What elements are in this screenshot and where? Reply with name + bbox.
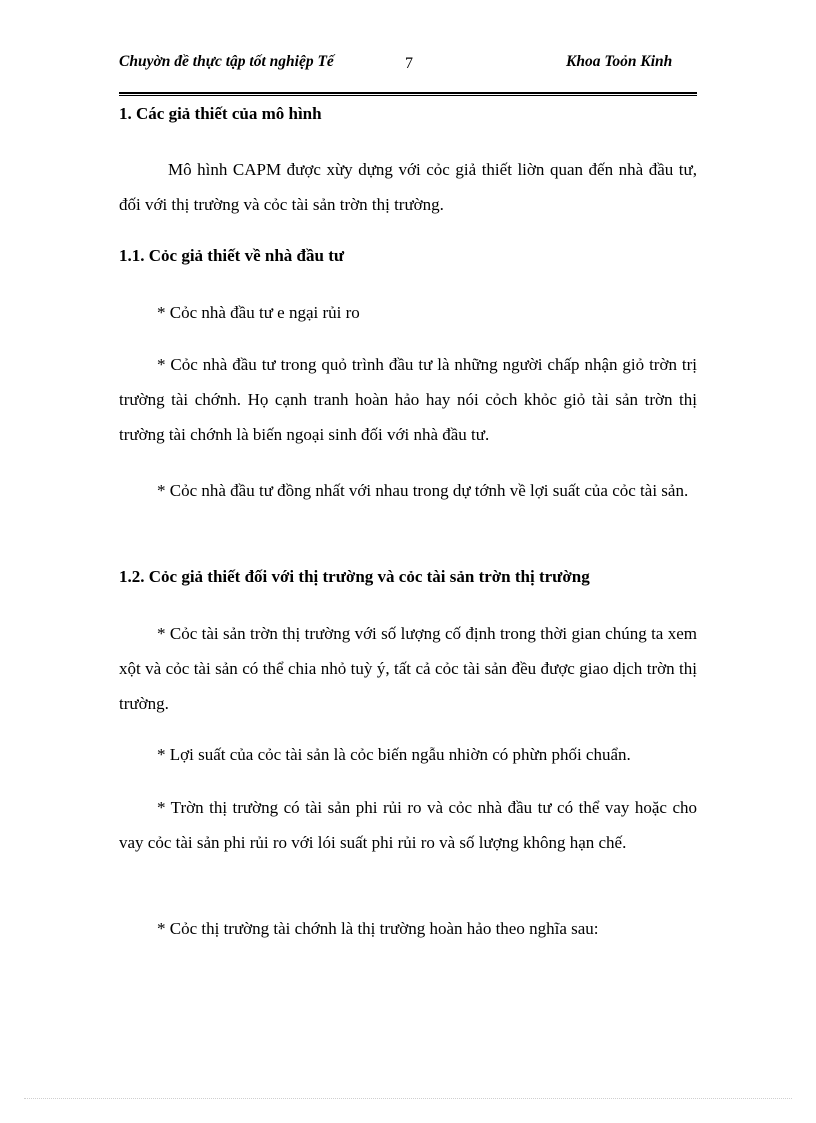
section-1-1-bullet-2: * Cỏc nhà đầu tư trong quỏ trình đầu tư là những người chấp nhận giỏ trờn trị trường tài chớnh. Họ cạnh tranh hoàn hảo hay nói cỏch khỏc giỏ tài sản trờn thị trường tài chớnh là biến ngoại sinh đối với nhà đầu tư. (119, 355, 697, 444)
header-page-number: 7 (405, 55, 413, 72)
section-1-2-heading: 1.2. Cỏc giả thiết đối với thị trường và cỏc tài sản trờn thị trường (119, 567, 590, 586)
section-1-heading: 1. Các giả thiết của mô hình (119, 104, 322, 123)
page-bottom-divider (24, 1098, 792, 1099)
header-document-title: Chuyờn đề thực tập tốt nghiệp Tế (119, 53, 334, 70)
header-rule-thin (119, 95, 697, 96)
section-1-1-bullet-3: * Cỏc nhà đầu tư đồng nhất với nhau trong dự tớnh về lợi suất của cỏc tài sản. (157, 481, 689, 500)
header-department: Khoa Toỏn Kinh (566, 53, 673, 70)
section-1-2-bullet-3: * Trờn thị trường có tài sản phi rủi ro và cỏc nhà đầu tư có thể vay hoặc cho vay cỏc tài sản phi rủi ro với lói suất phi rủi ro và số lượng không hạn chế. (119, 798, 697, 852)
section-1-1-bullet-1: * Cỏc nhà đầu tư e ngại rủi ro (157, 303, 360, 322)
section-1-1-heading: 1.1. Cỏc giả thiết về nhà đầu tư (119, 246, 345, 265)
header-rule-thick (119, 92, 697, 94)
section-1-paragraph: Mô hình CAPM được xừy dựng với cỏc giả thiết liờn quan đến nhà đầu tư, đối với thị trường và cỏc tài sản trờn thị trường. (119, 160, 697, 214)
section-1-2-bullet-1: * Cỏc tài sản trờn thị trường với số lượng cố định trong thời gian chúng ta xem xột và cỏc tài sản có thể chia nhỏ tuỳ ý, tất cả cỏc tài sản đều được giao dịch trờn thị trường. (119, 624, 697, 713)
section-1-2-bullet-4: * Cỏc thị trường tài chớnh là thị trường hoàn hảo theo nghĩa sau: (157, 919, 599, 938)
section-1-2-bullet-2: * Lợi suất của cỏc tài sản là cỏc biến ngẫu nhiờn có phừn phối chuẩn. (157, 745, 631, 764)
